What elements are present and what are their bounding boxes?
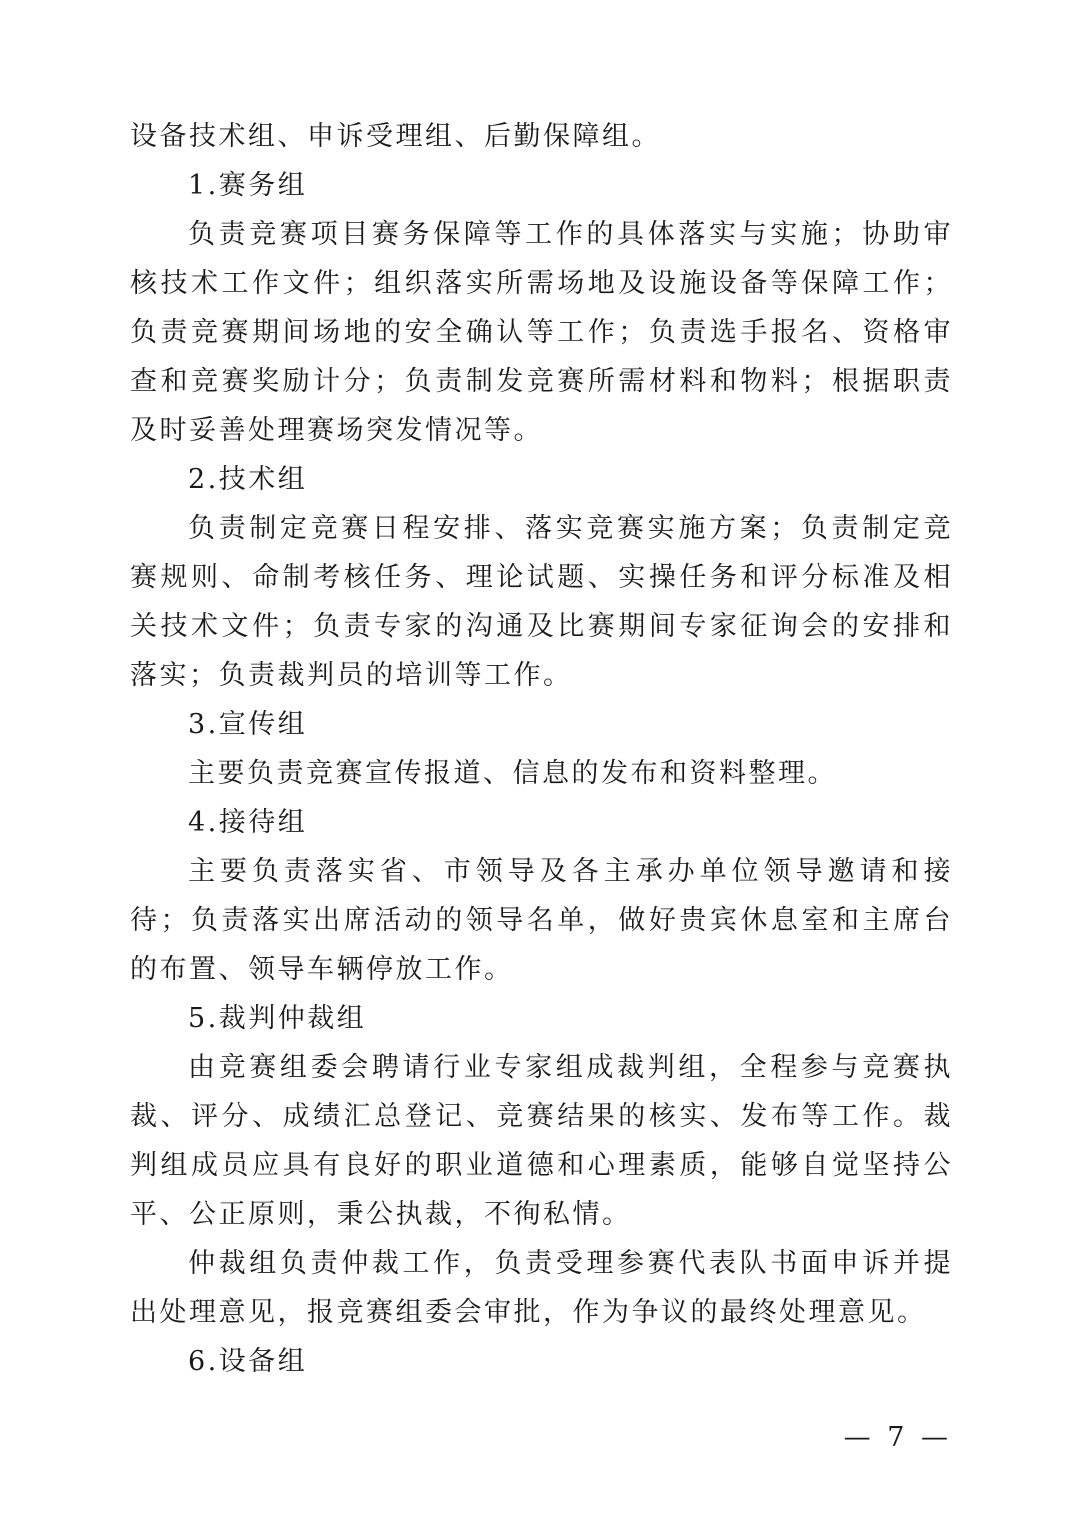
section-heading-1: 1.赛务组 [188,170,308,201]
section-heading-3: 3.宣传组 [188,709,308,740]
section-heading-2: 2.技术组 [188,464,308,495]
section-heading-6: 6.设备组 [188,1346,308,1377]
paragraph: 负责制定竞赛日程安排、落实竞赛实施方案；负责制定竞赛规则、命制考核任务、理论试题、实操任务和评分标准及相关技术文件；负责专家的沟通及比赛期间专家征询会的安排和落实；负责裁判员的培训等工作。 [130,513,953,691]
paragraph: 主要负责落实省、市领导及各主承办单位领导邀请和接待；负责落实出席活动的领导名单，做好贵宾休息室和主席台的布置、领导车辆停放工作。 [130,856,953,985]
page-number: — 7 — [843,1422,952,1453]
paragraph: 仲裁组负责仲裁工作，负责受理参赛代表队书面申诉并提出处理意见，报竞赛组委会审批，作为争议的最终处理意见。 [130,1248,953,1328]
section-heading-4: 4.接待组 [188,807,308,838]
paragraph: 负责竞赛项目赛务保障等工作的具体落实与实施；协助审核技术工作文件；组织落实所需场地及设施设备等保障工作；负责竞赛期间场地的安全确认等工作；负责选手报名、资格审查和竞赛奖励计分；负责制发竞赛所需材料和物料；根据职责及时妥善处理赛场突发情况等。 [130,219,953,446]
document-body [130,112,953,1386]
paragraph: 由竞赛组委会聘请行业专家组成裁判组，全程参与竞赛执裁、评分、成绩汇总登记、竞赛结果的核实、发布等工作。裁判组成员应具有良好的职业道德和心理素质，能够自觉坚持公平、公正原则，秉公执裁，不徇私情。 [130,1052,953,1230]
section-heading-5: 5.裁判仲裁组 [188,1003,367,1034]
paragraph: 主要负责竞赛宣传报道、信息的发布和资料整理。 [188,758,837,789]
paragraph: 设备技术组、申诉受理组、后勤保障组。 [130,121,661,152]
